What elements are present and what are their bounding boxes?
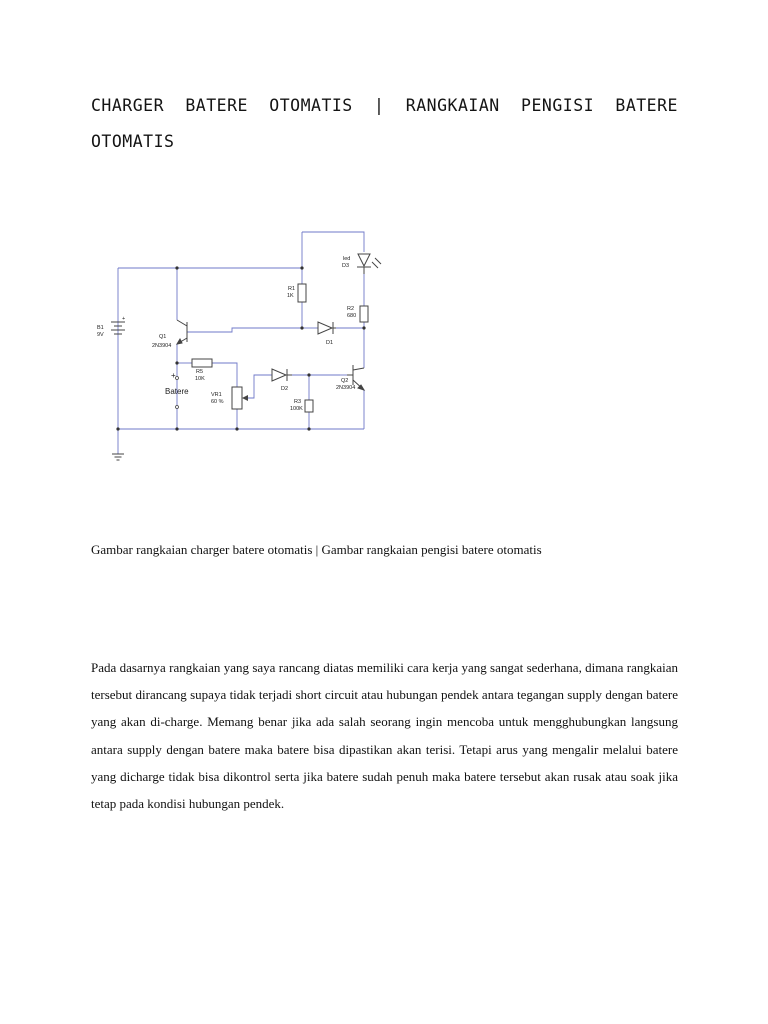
label-b1: B1 <box>97 325 104 331</box>
label-batere-plus: + <box>171 371 176 380</box>
transistor-q1-symbol <box>177 320 187 344</box>
resistor-r1 <box>298 284 306 302</box>
label-r2-value: 680 <box>347 313 357 319</box>
figure-caption: Gambar rangkaian charger batere otomatis | Gambar rangkaian pengisi batere otomatis <box>91 542 542 557</box>
label-batere: Batere <box>165 387 189 396</box>
circuit-schematic <box>92 222 392 472</box>
label-q1-part: 2N3904 <box>152 343 172 349</box>
page-title: CHARGER BATERE OTOMATIS | RANGKAIAN PENGISI BATERE OTOMATIS <box>91 96 678 151</box>
resistor-r5 <box>192 359 212 367</box>
label-vr1-value: 60 % <box>211 399 224 405</box>
diode-d1-symbol <box>318 322 336 334</box>
label-vr1: VR1 <box>211 392 222 398</box>
label-r3: R3 <box>294 399 302 405</box>
ground-symbol <box>112 454 124 460</box>
resistor-r2 <box>360 306 368 322</box>
label-q1: Q1 <box>159 334 167 340</box>
label-r3-value: 100K <box>290 406 303 412</box>
potentiometer-vr1 <box>232 387 248 409</box>
diode-d2-symbol <box>272 369 292 381</box>
label-r2: R2 <box>347 306 355 312</box>
label-r5-value: 10K <box>195 376 205 382</box>
label-d3: D3 <box>342 263 350 269</box>
label-b1-value: 9V <box>97 332 104 338</box>
label-r1: R1 <box>288 286 296 292</box>
resistor-r3 <box>305 400 313 412</box>
label-q2: Q2 <box>341 378 349 384</box>
label-r1-value: 1K <box>287 293 294 299</box>
label-r5: R5 <box>196 369 204 375</box>
body-paragraph: Pada dasarnya rangkaian yang saya rancang diatas memiliki cara kerja yang sangat sederhana, dimana rangkaian tersebut dirancang supaya tidak terjadi short circuit atau hubungan pendek antara tegangan supply dengan batere yang akan di-charge. Memang benar jika ada salah seorang ingin mencoba untuk mengghubungkan langsung antara supply dengan batere maka batere bisa dipastikan akan terisi. Tetapi arus yang mengalir melalui batere yang dicharge tidak bisa dikontrol serta jika batere sudah penuh maka batere tersebut akan rusak atau soak jika tetap pada kondisi hubungan pendek. <box>91 660 678 812</box>
label-led: led <box>343 256 351 262</box>
label-d1: D1 <box>326 340 334 346</box>
label-q2-part: 2N3904 <box>336 385 356 391</box>
led-d3-symbol <box>357 254 381 274</box>
label-plus: + <box>122 316 126 322</box>
label-d2: D2 <box>281 386 289 392</box>
